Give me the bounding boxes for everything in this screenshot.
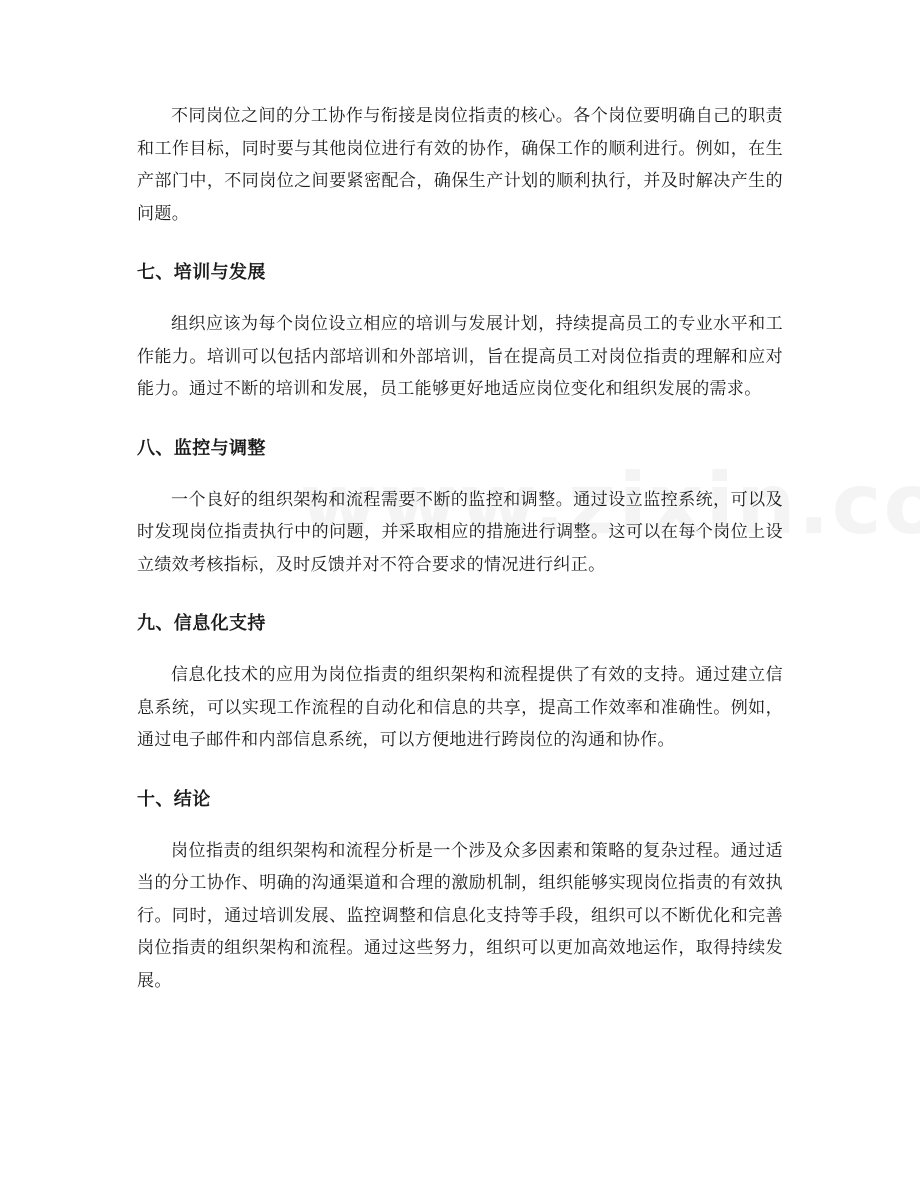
spacer <box>137 639 783 659</box>
section-heading-monitoring: 八、监控与调整 <box>137 437 266 459</box>
section-paragraph-conclusion: 岗位指责的组织架构和流程分析是一个涉及众多因素和策略的复杂过程。通过适当的分工协作、明确的沟通渠道和合理的激励机制，组织能够实现岗位指责的有效执行。同时，通过培训发展、监控调整和信息化支持等手段，组织可以不断优化和完善岗位指责的组织架构和流程。通过这些努力，组织可以更加高效地运作，取得持续发展。 <box>137 840 783 991</box>
section-paragraph-training: 组织应该为每个岗位设立相应的培训与发展计划，持续提高员工的专业水平和工作能力。培训可以包括内部培训和外部培训，旨在提高员工对岗位指责的理解和应对能力。通过不断的培训和发展，员工能够更好地适应岗位变化和组织发展的需求。 <box>137 314 783 399</box>
section-heading-it-support: 九、信息化支持 <box>137 613 266 634</box>
intro-paragraph: 不同岗位之间的分工协作与衔接是岗位指责的核心。各个岗位要明确自己的职责和工作目标，同时要与其他岗位进行有效的协作，确保工作的顺利进行。例如，在生产部门中，不同岗位之间要紧密配合，确保生产计划的顺利执行，并及时解决产生的问题。 <box>137 106 783 224</box>
spacer <box>137 406 783 434</box>
spacer <box>137 288 783 308</box>
spacer <box>137 230 783 258</box>
spacer <box>137 464 783 484</box>
spacer <box>137 815 783 835</box>
section-heading-training: 七、培训与发展 <box>137 262 266 283</box>
section-heading-conclusion: 十、结论 <box>137 788 211 810</box>
section-paragraph-monitoring: 一个良好的组织架构和流程需要不断的监控和调整。通过设立监控系统，可以及时发现岗位指责执行中的问题，并采取相应的措施进行调整。这可以在每个岗位上设立绩效考核指标，及时反馈并对不符合要求的情况进行纠正。 <box>137 489 783 575</box>
spacer <box>137 581 783 609</box>
spacer <box>137 757 783 785</box>
section-paragraph-it-support: 信息化技术的应用为岗位指责的组织架构和流程提供了有效的支持。通过建立信息系统，可以实现工作流程的自动化和信息的共享，提高工作效率和准确性。例如，通过电子邮件和内部信息系统，可以方便地进行跨岗位的沟通和协作。 <box>137 665 783 750</box>
